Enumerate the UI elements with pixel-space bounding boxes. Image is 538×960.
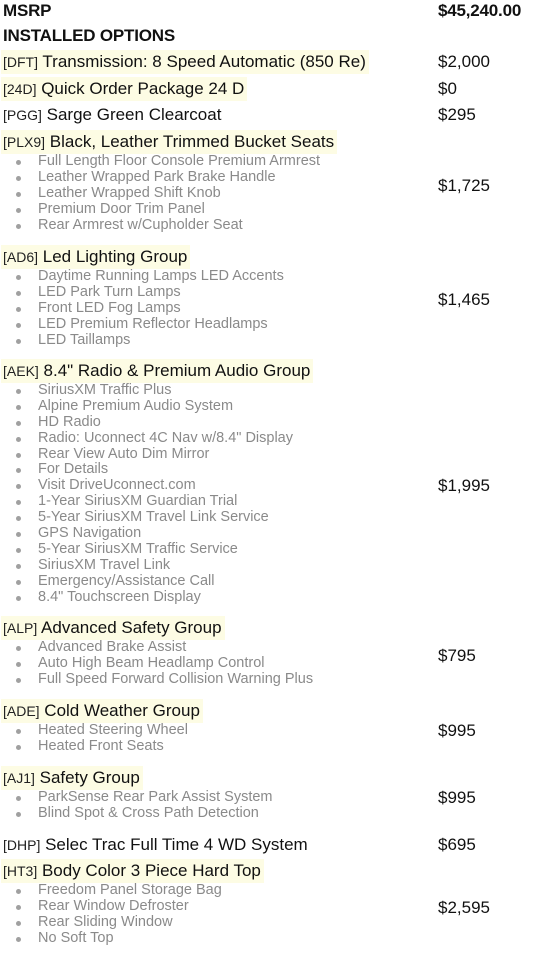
feature-item: Blind Spot & Cross Path Detection (0, 806, 273, 822)
installed-options-title: INSTALLED OPTIONS (3, 26, 175, 45)
option-code: [HT3] (3, 863, 38, 879)
option-features (0, 790, 273, 822)
option-header (1, 245, 190, 269)
feature-item: Rear Window Defroster (0, 899, 222, 915)
option-features (0, 883, 222, 947)
feature-item: Advanced Brake Assist (0, 640, 313, 656)
feature-item: Emergency/Assistance Call (0, 574, 293, 590)
option-price: $695 (438, 835, 476, 854)
option-price: $795 (438, 646, 476, 665)
option-features (0, 723, 188, 755)
feature-item: Rear View Auto Dim Mirror (0, 447, 293, 463)
msrp-label: MSRP (3, 1, 52, 20)
option-code: [DHP] (3, 837, 41, 853)
option-header (1, 859, 264, 883)
option-price: $995 (438, 721, 476, 740)
option-code: [PGG] (3, 107, 42, 123)
option-name: 8.4" Radio & Premium Audio Group (38, 361, 311, 380)
feature-item: Full Length Floor Console Premium Armrest (0, 154, 320, 170)
feature-item: LED Park Turn Lamps (0, 285, 284, 301)
option-name: Advanced Safety Group (37, 618, 222, 637)
feature-item: ParkSense Rear Park Assist System (0, 790, 273, 806)
feature-item: Visit DriveUconnect.com (0, 478, 293, 494)
option-price: $2,000 (438, 52, 490, 71)
option-code: [AJ1] (3, 770, 35, 786)
option-price: $1,725 (438, 176, 490, 195)
feature-item: Leather Wrapped Shift Knob (0, 186, 320, 202)
feature-item: Alpine Premium Audio System (0, 399, 293, 415)
feature-item: Radio: Uconnect 4C Nav w/8.4" Display (0, 431, 293, 447)
option-name: Selec Trac Full Time 4 WD System (40, 835, 308, 854)
feature-item: SiriusXM Traffic Plus (0, 383, 293, 399)
option-header (1, 766, 143, 790)
option-name: Led Lighting Group (38, 247, 188, 266)
option-price: $1,995 (438, 476, 490, 495)
option-name: Black, Leather Trimmed Bucket Seats (45, 132, 335, 151)
msrp-row (0, 0, 538, 24)
option-header (1, 359, 313, 383)
option-header (1, 616, 225, 640)
feature-item: For Details (0, 462, 293, 478)
option-features (0, 154, 320, 233)
option-price: $0 (438, 79, 457, 98)
feature-item: Front LED Fog Lamps (0, 301, 284, 317)
feature-item: HD Radio (0, 415, 293, 431)
option-code: [ALP] (3, 620, 38, 636)
feature-item: Auto High Beam Headlamp Control (0, 656, 313, 672)
feature-item: 5-Year SiriusXM Travel Link Service (0, 510, 293, 526)
option-features (0, 269, 284, 348)
feature-item: LED Taillamps (0, 333, 284, 349)
feature-item: Leather Wrapped Park Brake Handle (0, 170, 320, 186)
option-features (0, 383, 293, 605)
option-code: [AD6] (3, 249, 39, 265)
option-name: Body Color 3 Piece Hard Top (37, 861, 261, 880)
option-price: $2,595 (438, 898, 490, 917)
option-header (1, 699, 203, 723)
option-header (1, 77, 247, 101)
option-name: Quick Order Package 24 D (36, 79, 245, 98)
feature-item: Premium Door Trim Panel (0, 202, 320, 218)
feature-item: Heated Front Seats (0, 739, 188, 755)
option-header (1, 833, 311, 857)
option-code: [AEK] (3, 363, 39, 379)
option-name: Cold Weather Group (39, 701, 200, 720)
option-code: [24D] (3, 81, 37, 97)
option-code: [DFT] (3, 54, 38, 70)
feature-item: GPS Navigation (0, 526, 293, 542)
feature-item: Daytime Running Lamps LED Accents (0, 269, 284, 285)
feature-item: SiriusXM Travel Link (0, 558, 293, 574)
option-price: $295 (438, 105, 476, 124)
option-header (1, 50, 369, 74)
option-price: $995 (438, 788, 476, 807)
feature-item: Full Speed Forward Collision Warning Plus (0, 672, 313, 688)
msrp-value: $45,240.00 (438, 1, 522, 20)
feature-item: Rear Sliding Window (0, 915, 222, 931)
option-header (1, 130, 337, 154)
feature-item: 8.4" Touchscreen Display (0, 590, 293, 606)
feature-item: 1-Year SiriusXM Guardian Trial (0, 494, 293, 510)
option-header (1, 103, 224, 127)
option-code: [PLX9] (3, 134, 46, 150)
option-name: Sarge Green Clearcoat (41, 105, 222, 124)
feature-item: No Soft Top (0, 931, 222, 947)
feature-item: 5-Year SiriusXM Traffic Service (0, 542, 293, 558)
option-code: [ADE] (3, 703, 40, 719)
option-price: $1,465 (438, 290, 490, 309)
feature-item: Heated Steering Wheel (0, 723, 188, 739)
option-name: Transmission: 8 Speed Automatic (850 Re) (38, 52, 366, 71)
option-name: Safety Group (34, 768, 140, 787)
feature-item: Rear Armrest w/Cupholder Seat (0, 218, 320, 234)
option-features (0, 640, 313, 688)
feature-item: Freedom Panel Storage Bag (0, 883, 222, 899)
feature-item: LED Premium Reflector Headlamps (0, 317, 284, 333)
